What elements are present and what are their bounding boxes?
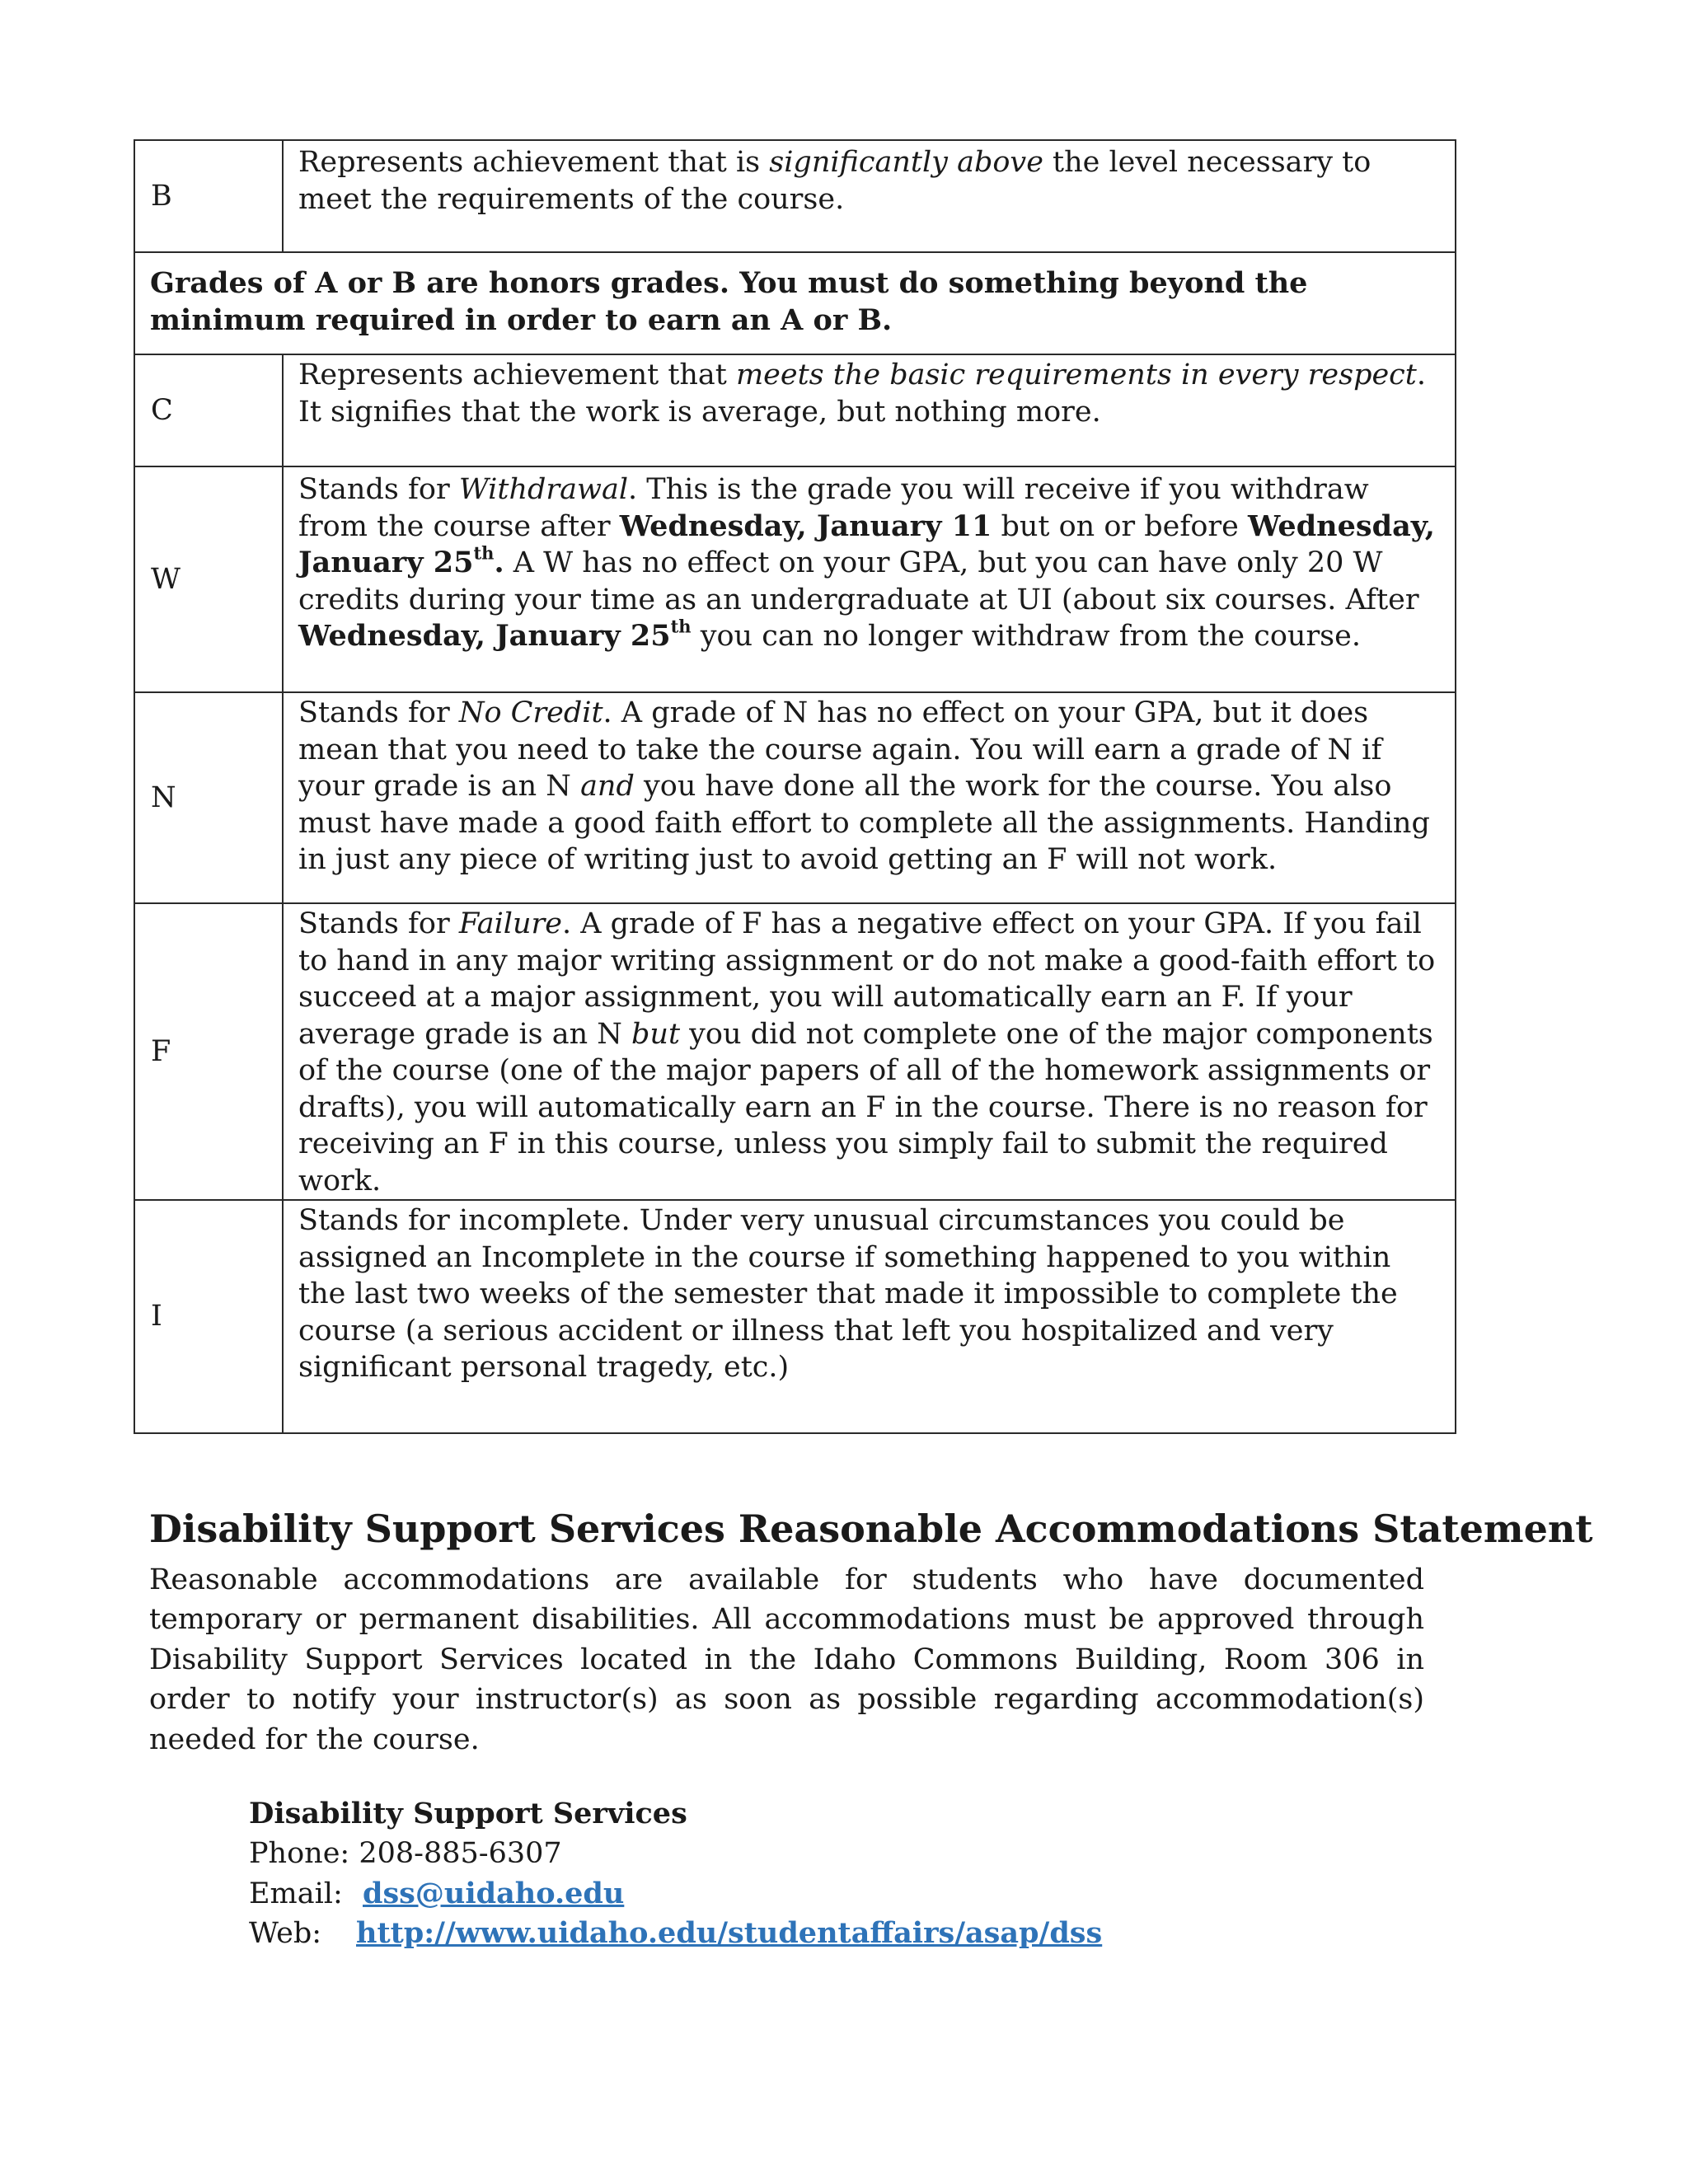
- phone-label: Phone:: [249, 1837, 359, 1871]
- dss-web-line: [249, 1914, 1485, 1953]
- grade-row-i: [134, 1200, 1456, 1433]
- grade-row-w: [134, 466, 1456, 692]
- grade-description: Stands for Withdrawal. This is the grade you will receive if you withdraw from the course after Wednesday, January 11 but on or before Wednesday, January 25th. A W has no effect on your GPA, but you can have only 20 W credits during your time as an undergraduate at UI (about six courses. After Wednesday, January 25th you can no longer withdraw from the course.: [283, 466, 1456, 692]
- grade-letter: C: [134, 354, 283, 466]
- grade-description: Represents achievement that is significantly above the level necessary to meet the requirements of the course.: [283, 140, 1456, 252]
- grade-letter: W: [134, 466, 283, 692]
- dss-email-line: [249, 1874, 1485, 1914]
- web-link[interactable]: http://www.uidaho.edu/studentaffairs/asap/dss: [356, 1916, 1103, 1951]
- dss-statement: Reasonable accommodations are available for students who have documented temporary or permanent disabilities. All accommodations must be approved through Disability Support Services located in the Idaho Commons Building, Room 306 in order to notify your instructor(s) as soon as possible regarding accommodation(s) needed for the course.: [149, 1563, 1424, 1756]
- dss-org-name: Disability Support Services: [249, 1797, 687, 1830]
- dss-phone-line: [249, 1834, 1485, 1873]
- grade-row-c: [134, 354, 1456, 466]
- grade-row-f: [134, 903, 1456, 1200]
- phone-number: 208-885-6307: [359, 1837, 562, 1871]
- grade-description: Stands for Failure. A grade of F has a negative effect on your GPA. If you fail to hand in any major writing assignment or do not make a good-faith effort to succeed at a major assignment, you will automatically earn an F. If your average grade is an N but you did not complete one of the major components of the course (one of the major papers of all of the homework assignments or drafts), you will automatically earn an F in the course. There is no reason for receiving an F in this course, unless you simply fail to submit the required work.: [283, 903, 1456, 1200]
- email-link[interactable]: dss@uidaho.edu: [363, 1876, 625, 1910]
- grade-description: Stands for No Credit. A grade of N has no effect on your GPA, but it does mean that you need to take the course again. You will earn a grade of N if your grade is an N and you have done all the work for the course. You also must have made a good faith effort to complete all the assignments. Handing in just any piece of writing just to avoid getting an F will not work.: [283, 692, 1456, 903]
- dss-heading: Disability Support Services Reasonable Accommodations Statement: [149, 1507, 1593, 1551]
- grade-description: Represents achievement that meets the basic requirements in every respect. It signifies that the work is average, but nothing more.: [283, 354, 1456, 466]
- honors-note-row: [134, 252, 1456, 354]
- web-label: Web:: [249, 1917, 322, 1951]
- grade-row-b: [134, 140, 1456, 252]
- grade-letter: F: [134, 903, 283, 1200]
- grade-letter: N: [134, 692, 283, 903]
- grade-letter: I: [134, 1200, 283, 1433]
- grade-row-n: [134, 692, 1456, 903]
- honors-note: Grades of A or B are honors grades. You must do something beyond the minimum required in order to earn an A or B.: [134, 252, 1456, 354]
- grading-table: [134, 139, 1456, 1434]
- dss-contact-block: [249, 1794, 1485, 1954]
- grade-letter: B: [134, 140, 283, 252]
- grade-description: Stands for incomplete. Under very unusual circumstances you could be assigned an Incomplete in the course if something happened to you within the last two weeks of the semester that made it impossible to complete the course (a serious accident or illness that left you hospitalized and very significant personal tragedy, etc.): [283, 1200, 1456, 1433]
- email-label: Email:: [249, 1877, 343, 1910]
